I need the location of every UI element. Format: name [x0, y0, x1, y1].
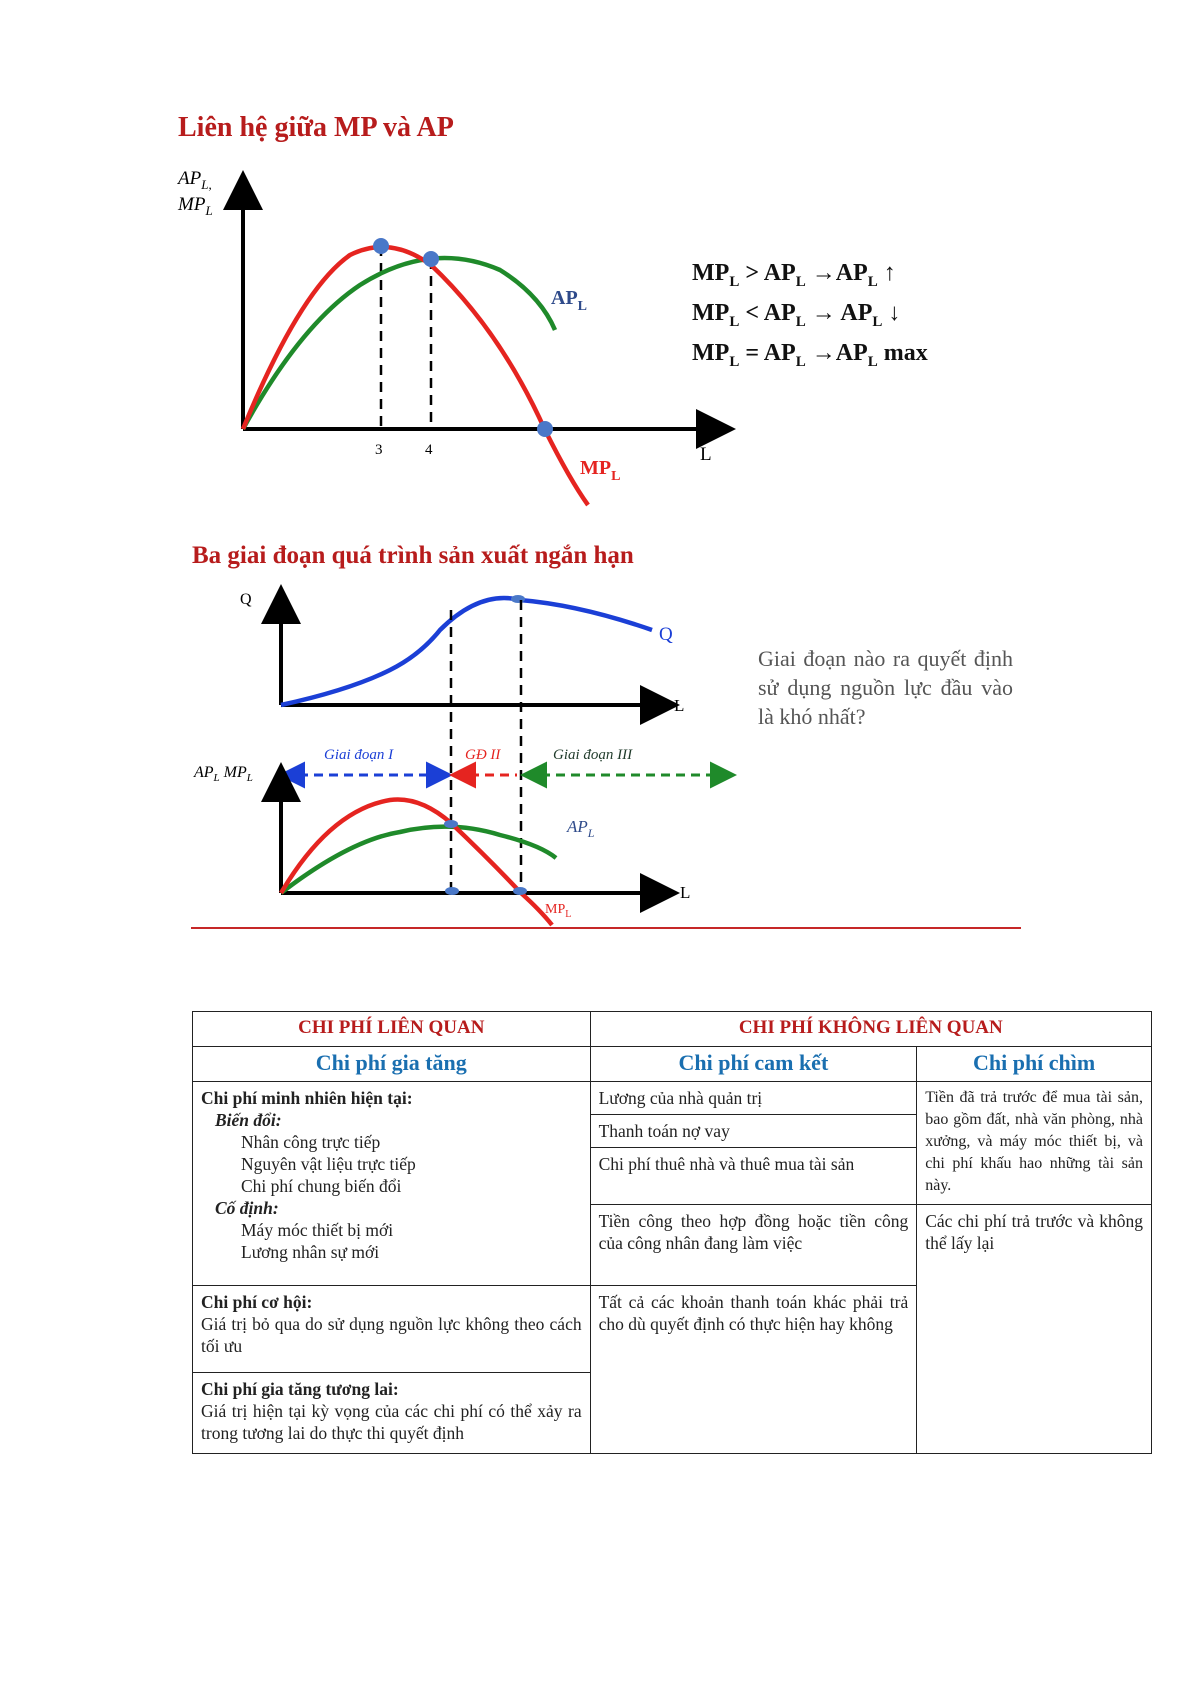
cost-table: [192, 1011, 1152, 1454]
ap-label: $AP_L$: [551, 287, 588, 314]
mp-ap-chart: [0, 0, 1192, 540]
q-curve: [281, 598, 652, 705]
future-cost-title: Chi phí gia tăng tương lai:: [201, 1379, 399, 1399]
explicit-costs-title: Chi phí minh nhiên hiện tại:: [201, 1088, 413, 1108]
mp-curve: [243, 247, 588, 505]
point-mp-zero: [537, 421, 553, 437]
l-axis-label-top: L: [674, 696, 685, 715]
q-axis-label: Q: [240, 591, 252, 608]
intersection-point: [444, 820, 458, 828]
list-item: Lương nhân sự mới: [241, 1242, 380, 1262]
subheader-incremental: Chi phí gia tăng: [193, 1047, 591, 1082]
stage-3-label: Giai đoạn III: [553, 747, 633, 763]
y-axis-label-2: $MP_L$: [178, 194, 213, 218]
table-row: [193, 1082, 1152, 1115]
stage-1-label: Giai đoạn I: [324, 747, 394, 763]
ap-curve: [243, 258, 555, 429]
explicit-costs-cell: [193, 1082, 591, 1286]
rule-row: $MP_L = AP_L \to AP_L$ max: [692, 339, 928, 370]
q-max-point: [511, 595, 525, 603]
table-header-row: [193, 1012, 1152, 1047]
opportunity-cost-cell: [193, 1286, 591, 1373]
table-subheader-row: [193, 1047, 1152, 1082]
axis-point-2: [513, 887, 527, 895]
q-curve-label: Q: [659, 624, 673, 645]
subheader-committed: Chi phí cam kết: [590, 1047, 917, 1082]
header-relevant-costs: CHI PHÍ LIÊN QUAN: [193, 1012, 591, 1047]
future-cost-text: Giá trị hiện tại kỳ vọng của các chi phí có thể xảy ra trong tương lai do thực thi quyết định: [201, 1401, 582, 1443]
production-stages-chart: [0, 580, 1192, 940]
tick-3: 3: [375, 442, 383, 458]
section-title-stages: Ba giai đoạn quá trình sản xuất ngắn hạn: [192, 542, 634, 569]
rule-row: $MP_L > AP_L \to AP_L$ ↑: [692, 260, 896, 290]
ap-label-2: $AP_L$: [567, 817, 595, 840]
committed-cost-cell: Tiền công theo hợp đồng hoặc tiền công của công nhân đang làm việc: [590, 1205, 917, 1286]
variable-costs-title: Biến đổi:: [215, 1110, 282, 1130]
l-axis-label-bottom: L: [680, 883, 691, 902]
stage-2-label: GĐ II: [465, 747, 501, 763]
list-item: Nguyên vật liệu trực tiếp: [241, 1154, 416, 1174]
section-title-mp-ap: Liên hệ giữa MP và AP: [178, 112, 454, 143]
axis-point-1: [445, 887, 459, 895]
list-item: Máy móc thiết bị mới: [241, 1220, 394, 1240]
mp-label-2: $MP_L$: [545, 902, 572, 920]
opportunity-cost-text: Giá trị bỏ qua do sử dụng nguồn lực không theo cách tối ưu: [201, 1314, 582, 1356]
point-ap-max: [423, 251, 439, 267]
y-axis-label: $AP_{L,}$: [178, 168, 212, 192]
committed-cost-cell: Chi phí thuê nhà và thuê mua tài sản: [590, 1148, 917, 1205]
sunk-cost-cell: Tiền đã trả trước để mua tài sản, bao gồm đất, nhà văn phòng, nhà xưởng, và máy móc thiết bị, và chi phí khấu hao những tài sản này.: [917, 1082, 1152, 1205]
x-axis-label: L: [700, 444, 712, 465]
mp-ap-rules: [692, 258, 928, 377]
stage-question: Giai đoạn nào ra quyết định sử dụng nguồn lực đầu vào là khó nhất?: [758, 646, 1013, 729]
rule-row: $MP_L < AP_L \to AP_L$ ↓: [692, 299, 901, 330]
list-item: Chi phí chung biến đổi: [241, 1176, 402, 1196]
committed-cost-cell: Thanh toán nợ vay: [590, 1115, 917, 1148]
section-divider: [191, 927, 1021, 929]
mp-label: $MP_L$: [580, 457, 621, 484]
subheader-sunk: Chi phí chìm: [917, 1047, 1152, 1082]
committed-cost-cell: Tất cả các khoản thanh toán khác phải trả cho dù quyết định có thực hiện hay không: [590, 1286, 917, 1454]
fixed-costs-title: Cố định:: [215, 1198, 279, 1218]
list-item: Nhân công trực tiếp: [241, 1132, 381, 1152]
ap-mp-axis-label: $AP_L$ $MP_L$: [194, 764, 253, 784]
tick-4: 4: [425, 442, 433, 458]
sunk-cost-cell: Các chi phí trả trước và không thể lấy lại: [917, 1205, 1152, 1454]
header-irrelevant-costs: CHI PHÍ KHÔNG LIÊN QUAN: [590, 1012, 1151, 1047]
opportunity-cost-title: Chi phí cơ hội:: [201, 1292, 313, 1312]
future-cost-cell: [193, 1373, 591, 1454]
committed-cost-cell: Lương của nhà quản trị: [590, 1082, 917, 1115]
point-mp-max: [373, 238, 389, 254]
